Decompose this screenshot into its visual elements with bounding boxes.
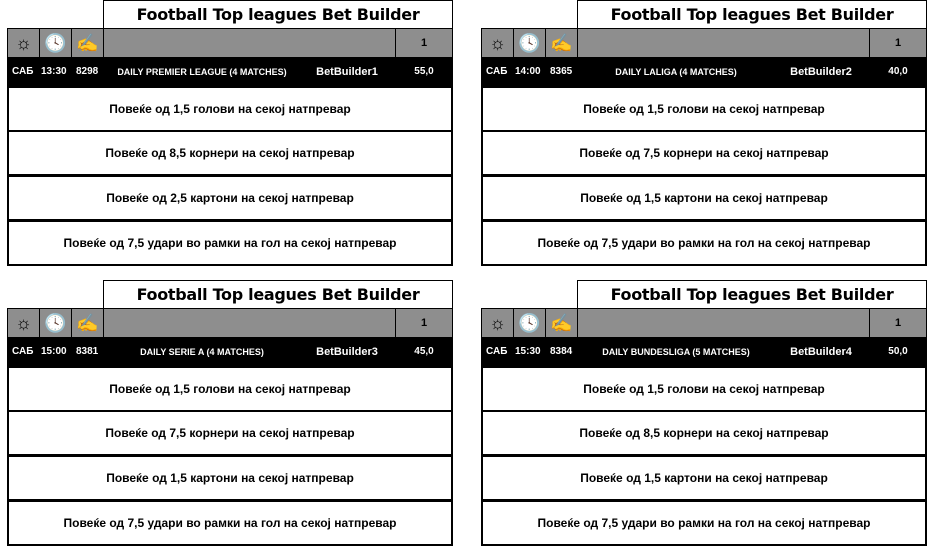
match-row[interactable] [7, 57, 453, 87]
match-row[interactable] [7, 337, 453, 367]
match-odd[interactable]: 55,0 [414, 66, 434, 77]
match-odd[interactable]: 45,0 [414, 346, 434, 357]
bet-builder-panel-1 [7, 0, 453, 266]
settings-icon[interactable]: ☼ [482, 309, 514, 337]
toolbar [7, 308, 453, 338]
selection-row: Повеќе од 7,5 удари во рамки на гол на секој натпревар [7, 500, 453, 546]
toolbar [481, 308, 927, 338]
bet-builder-panel-2 [481, 0, 927, 266]
count-cell: 1 [395, 29, 452, 57]
settings-icon[interactable]: ☼ [8, 29, 40, 57]
selection-row: Повеќе од 7,5 удари во рамки на гол на секој натпревар [481, 220, 927, 266]
selection-row: Повеќе од 1,5 картони на секој натпревар [481, 455, 927, 501]
selection-row: Повеќе од 7,5 удари во рамки на гол на секој натпревар [7, 220, 453, 266]
title-row [481, 280, 927, 309]
match-league: DAILY LALIGA (4 MATCHES) [615, 67, 737, 77]
match-league: DAILY BUNDESLIGA (5 MATCHES) [602, 347, 750, 357]
edit-icon[interactable]: ✍ [546, 309, 578, 337]
title-spacer [7, 0, 104, 29]
match-code: 8384 [550, 346, 573, 357]
panel-title: Football Top leagues Bet Builder [577, 280, 927, 309]
match-time: 14:00 [515, 66, 541, 77]
match-day: САБ [486, 346, 508, 357]
selection-row: Повеќе од 1,5 голови на секој натпревар [7, 366, 453, 412]
match-odd[interactable]: 40,0 [888, 66, 908, 77]
match-time: 13:30 [41, 66, 67, 77]
selection-row: Повеќе од 7,5 удари во рамки на гол на секој натпревар [481, 500, 927, 546]
match-row[interactable] [481, 337, 927, 367]
match-row[interactable] [481, 57, 927, 87]
selection-row: Повеќе од 2,5 картони на секој натпревар [7, 175, 453, 221]
clock-icon[interactable]: 🕓 [40, 29, 72, 57]
selection-row: Повеќе од 1,5 голови на секој натпревар [481, 366, 927, 412]
title-row [7, 0, 453, 29]
clock-icon[interactable]: 🕓 [514, 29, 546, 57]
panel-title: Football Top leagues Bet Builder [103, 280, 453, 309]
selection-row: Повеќе од 1,5 картони на секој натпревар [7, 455, 453, 501]
match-day: САБ [12, 346, 34, 357]
bet-builder-label: BetBuilder4 [790, 346, 852, 358]
count-cell: 1 [869, 29, 926, 57]
selection-row: Повеќе од 8,5 корнери на секој натпревар [7, 130, 453, 176]
edit-icon[interactable]: ✍ [546, 29, 578, 57]
match-time: 15:30 [515, 346, 541, 357]
selection-row: Повеќе од 7,5 корнери на секој натпревар [481, 130, 927, 176]
match-odd[interactable]: 50,0 [888, 346, 908, 357]
match-day: САБ [12, 66, 34, 77]
bet-builder-label: BetBuilder1 [316, 66, 378, 78]
match-code: 8365 [550, 66, 573, 77]
title-spacer [7, 280, 104, 309]
title-row [7, 280, 453, 309]
count-cell: 1 [869, 309, 926, 337]
selection-row: Повеќе од 1,5 голови на секој натпревар [7, 86, 453, 132]
match-day: САБ [486, 66, 508, 77]
title-spacer [481, 280, 578, 309]
match-league: DAILY SERIE A (4 MATCHES) [140, 347, 264, 357]
edit-icon[interactable]: ✍ [72, 309, 104, 337]
clock-icon[interactable]: 🕓 [40, 309, 72, 337]
selection-row: Повеќе од 1,5 голови на секој натпревар [481, 86, 927, 132]
title-row [481, 0, 927, 29]
bet-builder-label: BetBuilder2 [790, 66, 852, 78]
count-cell: 1 [395, 309, 452, 337]
bet-builder-panel-3 [7, 280, 453, 546]
title-spacer [481, 0, 578, 29]
selection-row: Повеќе од 7,5 корнери на секој натпревар [7, 410, 453, 456]
bet-builder-label: BetBuilder3 [316, 346, 378, 358]
toolbar [7, 28, 453, 58]
settings-icon[interactable]: ☼ [482, 29, 514, 57]
bet-builder-panel-4 [481, 280, 927, 546]
selection-row: Повеќе од 8,5 корнери на секој натпревар [481, 410, 927, 456]
selection-row: Повеќе од 1,5 картони на секој натпревар [481, 175, 927, 221]
edit-icon[interactable]: ✍ [72, 29, 104, 57]
clock-icon[interactable]: 🕓 [514, 309, 546, 337]
toolbar [481, 28, 927, 58]
match-league: DAILY PREMIER LEAGUE (4 MATCHES) [117, 67, 287, 77]
match-time: 15:00 [41, 346, 67, 357]
match-code: 8298 [76, 66, 99, 77]
panel-title: Football Top leagues Bet Builder [577, 0, 927, 29]
settings-icon[interactable]: ☼ [8, 309, 40, 337]
panel-title: Football Top leagues Bet Builder [103, 0, 453, 29]
match-code: 8381 [76, 346, 99, 357]
